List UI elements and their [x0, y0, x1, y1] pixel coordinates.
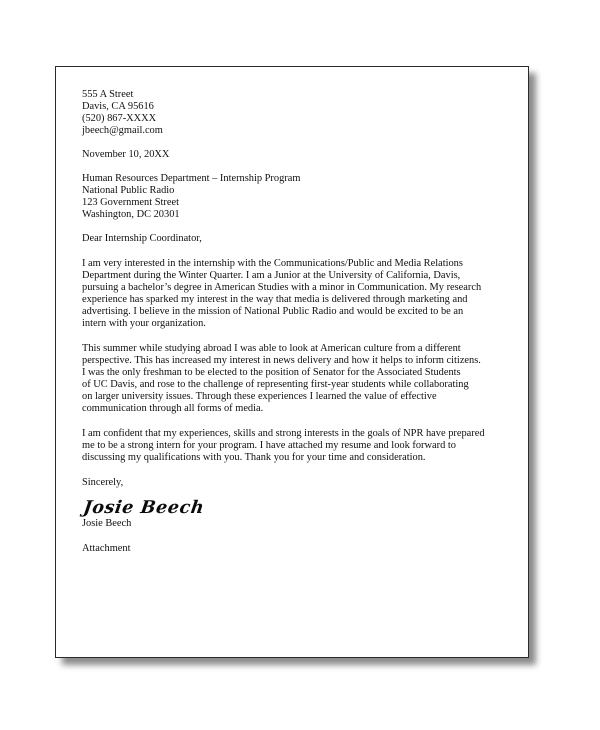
letter-body [82, 89, 512, 555]
recipient-street: 123 Government Street [82, 197, 179, 208]
paragraph-line: I am confident that my experiences, skills and strong interests in the goals of NPR have prepared [82, 428, 485, 439]
paragraph-line: perspective. This has increased my interest in news delivery and how it helps to inform citizens. [82, 355, 481, 366]
enclosure-notation: Attachment [82, 543, 131, 554]
sender-city: Davis, CA 95616 [82, 101, 154, 112]
paragraph-line: me to be a strong intern for your program. I have attached my resume and look forward to [82, 440, 456, 451]
sender-email: jbeech@gmail.com [82, 125, 163, 136]
paragraph-line: advertising. I believe in the mission of National Public Radio and would be excited to be an [82, 306, 464, 317]
typed-name: Josie Beech [82, 518, 132, 529]
closing: Sincerely, [82, 477, 124, 488]
paragraph-line: of UC Davis, and rose to the challenge of representing first-year students while collaborating [82, 379, 469, 390]
letter-page [55, 66, 529, 658]
paragraph-line: communication through all forms of media. [82, 403, 264, 414]
recipient-department: Human Resources Department – Internship Program [82, 173, 301, 184]
paragraph-line: experience has sparked my interest in the way that media is delivered through marketing and [82, 294, 468, 305]
paragraph-line: on larger university issues. Through these experiences I learned the value of effective [82, 391, 437, 402]
sender-phone: (520) 867-XXXX [82, 113, 157, 124]
letter-date: November 10, 20XX [82, 149, 170, 160]
paragraph-line: I am very interested in the internship with the Communications/Public and Media Relations [82, 258, 463, 269]
handwritten-signature: Josie Beech [82, 498, 206, 518]
sender-street: 555 A Street [82, 89, 134, 100]
paragraph-3 [82, 428, 512, 464]
paragraph-1 [82, 258, 512, 330]
recipient-city: Washington, DC 20301 [82, 209, 180, 220]
paragraph-2 [82, 343, 512, 415]
paragraph-line: This summer while studying abroad I was able to look at American culture from a different [82, 343, 461, 354]
paragraph-line: intern with your organization. [82, 318, 206, 329]
paragraph-line: discussing my qualifications with you. Thank you for your time and consideration. [82, 452, 426, 463]
salutation: Dear Internship Coordinator, [82, 233, 202, 244]
paragraph-line: Department during the Winter Quarter. I am a Junior at the University of California, Davis, [82, 270, 461, 281]
paragraph-line: pursuing a bachelor’s degree in American Studies with a minor in Communication. My research [82, 282, 482, 293]
paragraph-line: I was the only freshman to be elected to the position of Senator for the Associated Students [82, 367, 461, 378]
sender-address [82, 89, 512, 137]
recipient-address [82, 173, 512, 221]
recipient-organization: National Public Radio [82, 185, 175, 196]
